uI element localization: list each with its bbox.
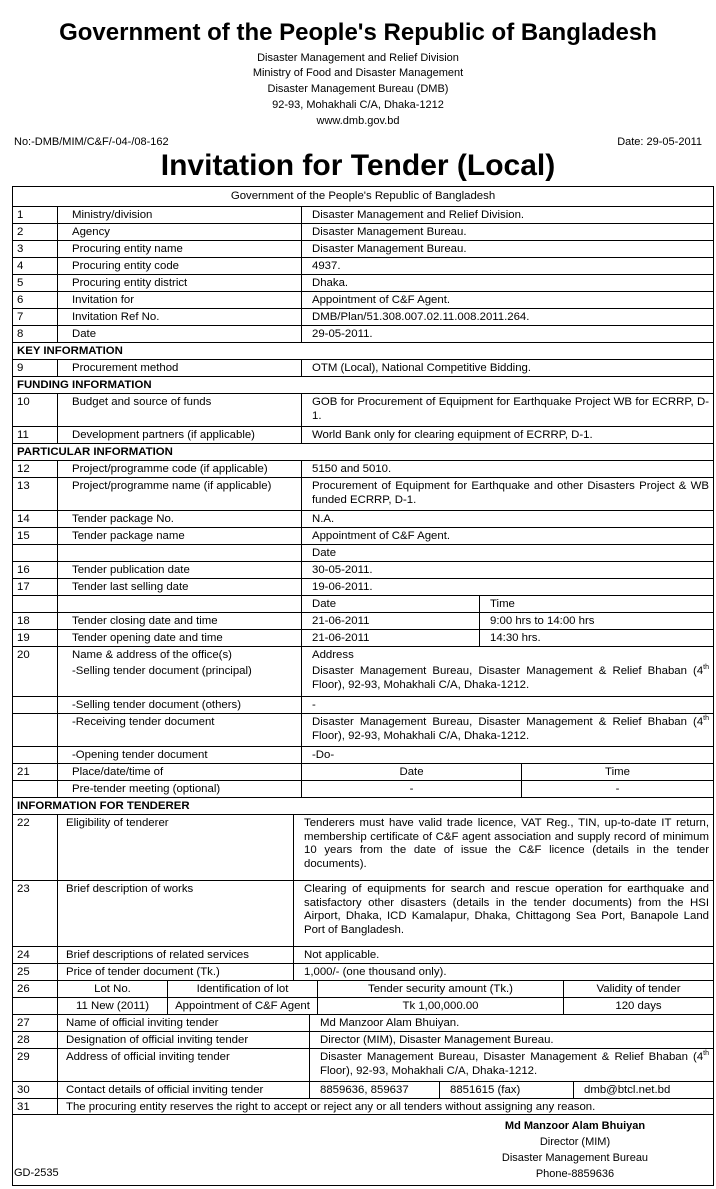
address-line: 92-93, Mohakhali C/A, Dhaka-1212 — [272, 99, 444, 111]
table-row: Pre-tender meeting (optional) - - — [13, 780, 713, 797]
table-row: 8 Date 29-05-2011. — [13, 325, 713, 342]
table-row: 9 Procurement method OTM (Local), National Competitive Bidding. — [13, 359, 713, 376]
signatory-phone: Phone-8859636 — [535, 1168, 615, 1180]
table-row: 19 Tender opening date and time 21-06-2011 14:30 hrs. — [13, 629, 713, 646]
table-row: 6 Invitation for Appointment of C&F Agent. — [13, 291, 713, 308]
table-row: 4 Procuring entity code 4937. — [13, 257, 713, 274]
ministry-line: Ministry of Food and Disaster Management — [252, 67, 464, 79]
signatory-name: Md Manzoor Alam Bhuiyan — [504, 1120, 646, 1132]
signatory-designation: Director (MIM) — [539, 1136, 611, 1148]
table-row: 7 Invitation Ref No. DMB/Plan/51.308.007.02.11.008.2011.264. — [13, 308, 713, 325]
table-row: 12 Project/programme code (if applicable) 5150 and 5010. — [13, 460, 713, 477]
table-row: Date — [13, 544, 713, 561]
table-row: 31 The procuring entity reserves the right to accept or reject any or all tenders without assigning any reason. — [13, 1098, 713, 1115]
table-row: 15 Tender package name Appointment of C&F Agent. — [13, 527, 713, 544]
table-row: 27 Name of official inviting tender Md Manzoor Alam Bhuiyan. — [13, 1014, 713, 1031]
table-row: 20 Name & address of the office(s) Address — [13, 646, 713, 663]
government-title: Government of the People's Republic of Bangladesh — [59, 19, 657, 46]
information-for-tenderer-heading: INFORMATION FOR TENDERER — [13, 797, 713, 814]
table-row: 1 Ministry/division Disaster Management and Relief Division. — [13, 206, 713, 223]
gd-code: GD-2535 — [14, 1167, 59, 1179]
table-row: 21 Place/date/time of Date Time — [13, 763, 713, 780]
key-information-heading: KEY INFORMATION — [13, 342, 713, 359]
table-row: 22 Eligibility of tenderer Tenderers must have valid trade licence, VAT Reg., TIN, up-to-date IT return, membership certificate of C&F agent association and supply record of minimum 10 years from the date of issue the C&F licence (details in the tender documents). — [13, 814, 713, 880]
signatory-office: Disaster Management Bureau — [501, 1152, 649, 1164]
table-row: -Receiving tender document Disaster Management Bureau, Disaster Management & Relief Bhaban (4th Floor), 92-93, Mohakhali C/A, Dhaka-1212. — [13, 713, 713, 746]
particular-information-heading: PARTICULAR INFORMATION — [13, 443, 713, 460]
bureau-line: Disaster Management Bureau (DMB) — [267, 83, 449, 95]
notice-date: Date: 29-05-2011 — [617, 136, 702, 148]
table-row: 29 Address of official inviting tender Disaster Management Bureau, Disaster Management & Relief Bhaban (4th Floor), 92-93, Mohakhali C/A, Dhaka-1212. — [13, 1048, 713, 1081]
reference-number: No:-DMB/MIM/C&F/-04-/08-162 — [14, 136, 169, 148]
funding-information-heading: FUNDING INFORMATION — [13, 376, 713, 393]
table-row: 2 Agency Disaster Management Bureau. — [13, 223, 713, 240]
table-row: 18 Tender closing date and time 21-06-2011 9:00 hrs to 14:00 hrs — [13, 612, 713, 629]
table-row: 28 Designation of official inviting tender Director (MIM), Disaster Management Bureau. — [13, 1031, 713, 1048]
table-row: 26 Lot No. Identification of lot Tender security amount (Tk.) Validity of tender — [13, 980, 713, 997]
website-line: www.dmb.gov.bd — [316, 115, 400, 127]
table-row: 5 Procuring entity district Dhaka. — [13, 274, 713, 291]
table-row: 24 Brief descriptions of related services Not applicable. — [13, 946, 713, 963]
table-row: -Opening tender document -Do- — [13, 746, 713, 763]
division-line: Disaster Management and Relief Division — [257, 52, 459, 64]
table-row: 10 Budget and source of funds GOB for Procurement of Equipment for Earthquake Project WB for ECRRP, D-1. — [13, 393, 713, 426]
table-row: 17 Tender last selling date 19-06-2011. — [13, 578, 713, 595]
notice-title: Invitation for Tender (Local) — [160, 149, 556, 182]
table-row: 16 Tender publication date 30-05-2011. — [13, 561, 713, 578]
table-row: 3 Procuring entity name Disaster Management Bureau. — [13, 240, 713, 257]
table-row: 13 Project/programme name (if applicable) Procurement of Equipment for Earthquake and other Disasters Project & WB funded ECRRP, D-1. — [13, 477, 713, 510]
table-row: -Selling tender document (principal) Disaster Management Bureau, Disaster Management & Relief Bhaban (4th Floor), 92-93, Mohakhali C/A, Dhaka-1212. — [13, 663, 713, 696]
table-row: Date Time — [13, 595, 713, 612]
table-caption: Government of the People's Republic of Bangladesh — [230, 190, 496, 202]
table-row: 25 Price of tender document (Tk.) 1,000/- (one thousand only). — [13, 963, 713, 980]
table-row: 23 Brief description of works Clearing of equipments for search and rescue operation for earthquake and satisfactory other disasters (details in the tender documents) from the HSI Airport, Dhaka, ICD Kamalapur, Dhaka, Chittagong Sea Port, Banapole Land Port of Bangladesh. — [13, 880, 713, 946]
table-row: 11 Development partners (if applicable) World Bank only for clearing equipment of ECRRP, D-1. — [13, 426, 713, 443]
table-row: -Selling tender document (others) - — [13, 696, 713, 713]
table-row: 30 Contact details of official inviting tender 8859636, 859637 8851615 (fax) dmb@btcl.net.bd — [13, 1081, 713, 1098]
table-row: 11 New (2011) Appointment of C&F Agent Tk 1,00,000.00 120 days — [13, 997, 713, 1014]
table-row: 14 Tender package No. N.A. — [13, 510, 713, 527]
tender-table — [12, 186, 714, 1186]
